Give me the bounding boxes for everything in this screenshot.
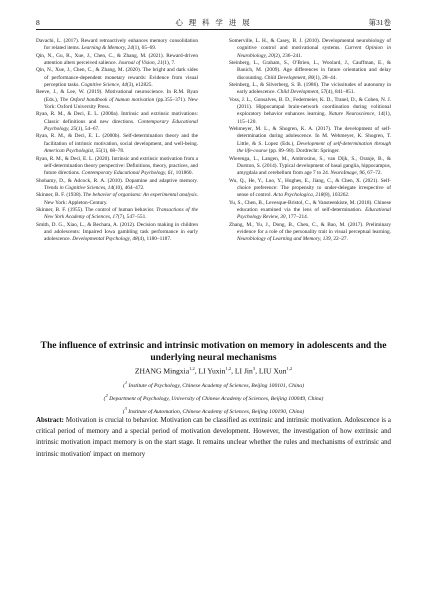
author-affiliation-mark: 1,2 [225,366,232,371]
reference-text: (1), 65–69. [132,45,157,52]
reference-text: Davachi, L. (2017). Reward retroactively enhances memory consolidation for related items. [36,38,198,52]
reference-text: Development of self-determination through the life-course [237,140,391,155]
author-name: LI Jin [234,366,253,376]
abstract-label: Abstract: [36,417,64,424]
reference-text: (8), 103262. [323,192,350,199]
reference-text: Steinberg, L., Graham, S., O'Brien, L., Woolard, J., Cauffman, E., & Banich, M. (2009). Age differences in future orientation and delay discounting. [229,60,391,81]
reference-text: (1), 68–78. [100,148,125,155]
reference-text: Voss, J. L., Gonsalves, B. D., Federmeier, K. D., Tranel, D., & Cohen, N. J. (2011). Hippocampal brain-network coordination during volitional exploratory behavior enhances learning. [229,96,391,118]
reference-text: (1), 54–67. [76,126,100,133]
reference-item [229,200,391,222]
reference-text: Child Development, 57 [277,89,327,96]
reference-text: Skinner, B. F. (1955). The control of human behavior. [36,206,157,213]
author-affiliation-mark: 1,2 [286,366,293,371]
reference-text: Ryan, R. M., & Deci, E. L. (2000a). Intrinsic and extrinsic motivations: Classic definitions and new directions. [36,111,198,125]
reference-text: Nature Neuroscience, 14 [328,111,384,118]
reference-text: Steinberg, L., & Silverberg, S. B. (1986). The vicissitudes of autonomy in early adolescence. [229,82,391,96]
reference-text: Transactions of the New York Academy of Sciences, 17 [44,206,198,221]
reference-text: Current Opinion in Neurobiology, 20 [237,45,391,59]
affiliation-line: ($^2$ Department of Psychology, University of Chinese Academy of Sciences, Beijing 100049, China) [103,393,324,403]
reference-list-left [36,38,198,244]
reference-text: (2), 236–241. [273,52,303,59]
reference-text: Educational Psychology Review, 30 [237,206,391,221]
author-list: ZHANG Mingxia$^{1,2}$, LI Yuxin$^{1,2}$, LI Jin$^3$, LIU Xun$^{1,2}$ [134,366,293,376]
reference-item [36,222,198,244]
affiliation-line: ($^1$ Institute of Psychology, Chinese Academy of Sciences, Beijing 100101, China) [123,380,304,389]
reference-item [36,53,198,68]
journal-name: 心 理 科 学 进 展 [175,18,252,27]
affiliation-mark: 2 [105,393,108,399]
affiliation-mark: 3 [124,406,127,412]
affiliation-text: Institute of Automation, Chinese Academy of Sciences, Beijing 100190, China [128,409,303,416]
reference-item [229,60,391,82]
reference-text: Qin, N., Gu, R., Xue, J., Chen, C., & Zhang, M. (2021). Reward-driven attention alters perceived salience. [36,52,198,67]
reference-text: Cognitive Science, 44 [80,82,127,89]
reference-text: , 177–214. [285,214,309,221]
reference-list-right [229,38,391,244]
reference-text: Child Development, 80 [264,74,314,81]
reference-text: Wehmeyer, M. L., & Shogren, K. A. (2017). The development of self-determination during adolescence. In M. Wehmeyer, K. Shogren, T. Little, & S. Lopez (Eds.), [229,126,391,147]
affiliation-mark: 1 [124,380,128,385]
reference-text: Contemporary Educational Psychology, 61 [81,170,174,177]
reference-text: Zhang, M., Yu, J., Dong, B., Chen, C., & Bao, M. (2017). Preliminary evidence for a role of the personality trait in visual perceptual learning. [229,221,391,235]
reference-text: Ryan, R. M., & Deci, E. L. (2020). Intrinsic and extrinsic motivation from a self-determination theory perspective: Definitions, theory, practices, and future directions. [36,155,198,177]
author-name: ZHANG Mingxia [134,366,190,376]
running-header [36,17,391,30]
reference-text: (pp.355–371). New York: Oxford University Press. [44,96,198,111]
reference-item [36,178,198,193]
reference-item [229,222,391,244]
reference-text: , 67–72. [364,170,382,177]
reference-item [36,89,198,111]
reference-text: (4), 841–851. [326,89,355,96]
reference-item [229,156,391,178]
reference-text: NeuroImage, 96 [330,170,365,177]
reference-item [229,126,391,155]
author-name: LI Yuxin [198,366,226,376]
affiliation-list [36,378,391,417]
reference-text: Ryan, R. M., & Deci, E. L. (2000b). Self-determination theory and the facilitation of intrinsic motivation, social development, and well-being. [36,133,198,147]
reference-text: Smith, D. G., Xiao, L., & Bechara, A. (2012). Decision making in children and adolescents: Impaired Iowa gambling task performance in early adolescence. [36,221,198,243]
reference-text: Learning & Memory, 24 [81,45,133,52]
author-name: LIU Xun [258,366,287,376]
reference-text: (3), e12825. [126,82,153,89]
reference-text: Journal of Vision, 21 [118,60,163,67]
affiliation-line: ($^3$ Institute of Automation, Chinese Academy of Sciences, Beijing 100190, China) [122,406,305,416]
reference-text: Contemporary Educational Psychology, 25 [44,118,198,133]
reference-item [36,207,198,222]
author-affiliation-mark: 1,2 [189,366,195,371]
abstract [36,415,391,460]
reference-text: , 101860. [173,170,193,177]
reference-text: The behavior of organisms: An experimental analysis [83,192,197,199]
reference-text: (10), 464–472. [113,184,145,191]
reference-text: (4), 1180–1187. [137,236,172,243]
reference-text: Trends in Cognitive Sciences, 14 [44,184,114,191]
reference-text: (pp. 89–98). Dordrecht: Springer. [267,148,340,155]
reference-text: . New York: Appleton-Century. [44,192,198,206]
reference-item [36,67,198,89]
reference-item [36,133,198,155]
page-number: 8 [36,18,40,27]
reference-text: Qin, N., Xue, J., Chen, C., & Zhang, M. (2020). The bright and dark sides of performance-dependent monetary rewards: Evidence from visual perception tasks. [36,67,198,89]
reference-text: (1), 28–44. [313,74,337,81]
reference-text: Neurobiology of Learning and Memory, 139 [237,236,331,243]
reference-item [229,82,391,97]
reference-text: (7), 547–551. [117,214,147,221]
reference-text: Acta Psychologica, 218 [273,192,324,199]
reference-text: The Oxford handbook of human motivation [60,96,155,103]
reference-text: Shohamy, D., & Adcock, R. A. (2010). Dopamine and adaptive memory. [36,177,198,184]
abstract-text: Motivation is crucial to behavior. Motivation can be classified as extrinsic and intrinsic motivation. Adolescence is a critical period of memory and a special period of motivation development. However, the investigation of how extrinsic and intrinsic motivation impact memory is on the start stage. It remains unclear whether the rules and mechanisms of extrinsic and intrinsic motivation' impact on memory [36,417,391,458]
reference-item [229,178,391,200]
reference-text: Developmental Psychology, 48 [72,236,138,243]
reference-item [36,111,198,133]
reference-item [36,156,198,178]
reference-text: Reeve, J., & Lee, W. (2019). Motivational neuroscience. In R.M. Ryan (Eds.), [36,89,198,103]
reference-item [36,38,198,53]
reference-text: Skinner, B. F. (1938). [36,192,84,199]
reference-text: (1), 115–120. [237,111,391,125]
reference-text: American Psychologist, 55 [44,148,101,155]
article-title: The influence of extrinsic and intrinsic motivation on memory in adolescents and the underlying neural mechanisms [40,340,387,363]
reference-text: (1), 7. [162,60,176,67]
author-affiliation-mark: 3 [252,366,256,371]
reference-item [229,38,391,60]
reference-item [36,192,198,207]
reference-text: Wu, Q., He, Y., Luo, Y., Hughes, E., Jiang, C., & Chen, X. (2021). Self-choice preference: The propensity to under-delegate irrespective of sense of control. [229,177,391,199]
reference-text: Yu, S., Chen, B., Levesque-Bristol, C., & Vansteenkiste, M. (2018). Chinese education examined via the lens of self-determination. [229,199,391,213]
reference-text: , 22–27. [330,236,348,243]
reference-text: Wierenga, L., Langen, M., Ambrosino, S., van Dijk, S., Oranje, B., & Durston, S. (2014). Typical development of basal ganglia, hippocampus, amygdala and cerebellum from age 7 to 24. [229,155,391,177]
affiliation-text: Institute of Psychology, Chinese Academy of Sciences, Beijing 100101, China [128,382,303,389]
affiliation-text: Department of Psychology, University of Chinese Academy of Sciences, Beijing 100049, China [109,396,322,403]
volume-label: 第31卷 [368,18,391,27]
reference-item [229,97,391,126]
reference-text: Somerville, L. H., & Casey, B. J. (2010). Developmental neurobiology of cognitive control and motivational systems. [229,38,391,52]
